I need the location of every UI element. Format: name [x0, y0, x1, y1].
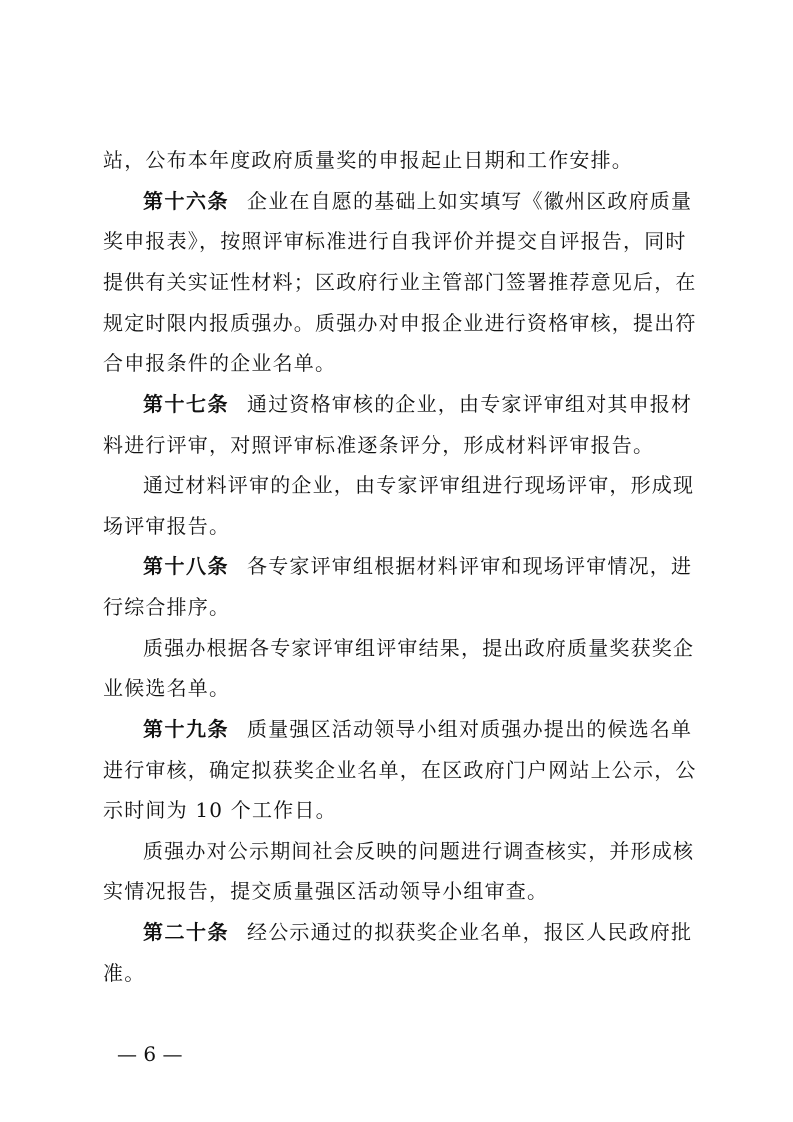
article-17-paragraph: [143, 390, 695, 418]
page-number: — 6 —: [117, 1042, 183, 1066]
paragraph-first-line: 质强办根据各专家评审组评审结果，提出政府质量奖获奖企: [143, 636, 695, 660]
text-line: 示时间为 10 个工作日。: [103, 798, 337, 822]
article-heading: 第十九条: [143, 717, 229, 741]
text-line: 实情况报告，提交质量强区活动领导小组审查。: [103, 879, 549, 903]
text-line: 质量强区活动领导小组对质强办提出的候选名单: [247, 717, 693, 741]
article-19-paragraph: [143, 715, 695, 743]
paragraph-first-line: 通过材料评审的企业，由专家评审组进行现场评审，形成现: [143, 473, 695, 497]
text-line: 行综合排序。: [103, 595, 231, 619]
text-line: 进行审核，确定拟获奖企业名单，在区政府门户网站上公示，公: [103, 758, 697, 782]
text-line: 奖申报表》，按照评审标准进行自我评价并提交自评报告，同时: [103, 229, 687, 253]
text-line: 各专家评审组根据材料评审和现场评审情况，进: [247, 554, 693, 578]
text-line: 企业在自愿的基础上如实填写《徽州区政府质量: [247, 189, 693, 213]
text-line: 准。: [103, 961, 146, 985]
article-18-paragraph: [143, 552, 695, 580]
text-line: 规定时限内报质强办。质强办对申报企业进行资格审核，提出符: [103, 311, 697, 335]
article-20-paragraph: [143, 918, 695, 946]
article-heading: 第十七条: [143, 392, 229, 416]
text-line: 料进行评审，对照评审标准逐条评分，形成材料评审报告。: [103, 433, 655, 457]
text-line: 场评审报告。: [103, 514, 231, 538]
article-heading: 第十八条: [143, 554, 229, 578]
text-line: 经公示通过的拟获奖企业名单，报区人民政府批: [247, 920, 693, 944]
article-16-paragraph: [143, 187, 695, 215]
text-line: 通过资格审核的企业，由专家评审组对其申报材: [247, 392, 693, 416]
article-heading: 第二十条: [143, 920, 229, 944]
text-line: 站，公布本年度政府质量奖的申报起止日期和工作安排。: [103, 148, 633, 172]
text-line: 合申报条件的企业名单。: [103, 351, 337, 375]
paragraph-first-line: 质强办对公示期间社会反映的问题进行调查核实，并形成核: [143, 839, 695, 863]
text-line: 业候选名单。: [103, 676, 231, 700]
article-heading: 第十六条: [143, 189, 229, 213]
text-line: 提供有关实证性材料；区政府行业主管部门签署推荐意见后，在: [103, 270, 697, 294]
